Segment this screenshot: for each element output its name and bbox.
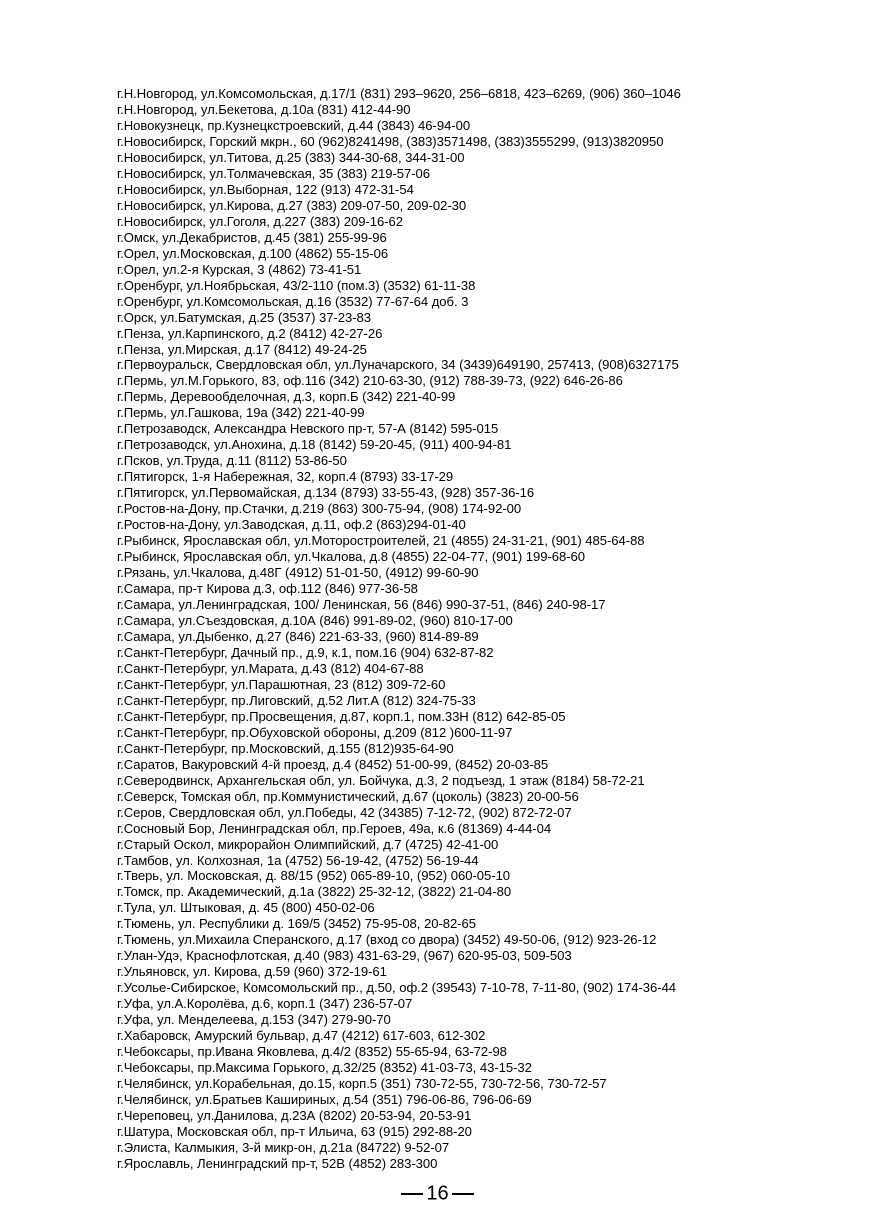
address-entry: г.Санкт-Петербург, пр.Московский, д.155 (812)935-64-90: [117, 740, 454, 756]
address-entry: г.Новосибирск, ул.Выборная, 122 (913) 472-31-54: [117, 181, 414, 197]
address-entry: г.Хабаровск, Амурский бульвар, д.47 (4212) 617-603, 612-302: [117, 1028, 486, 1044]
address-entry: г.Н.Новгород, ул.Комсомольская, д.17/1 (831) 293–9620, 256–6818, 423–6269, (906) 360–1046: [117, 86, 681, 101]
address-entry: г.Новосибирск, ул.Кирова, д.27 (383) 209-07-50, 209-02-30: [117, 197, 467, 213]
address-entry: г.Ростов-на-Дону, пр.Стачки, д.219 (863) 300-75-94, (908) 174-92-00: [117, 501, 522, 517]
address-entry: г.Санкт-Петербург, Дачный пр., д.9, к.1, пом.16 (904) 632-87-82: [117, 644, 494, 660]
address-entry: г.Псков, ул.Труда, д.11 (8112) 53-86-50: [117, 453, 347, 469]
address-entry: г.Северодвинск, Архангельская обл, ул. Бойчука, д.3, 2 подъезд, 1 этаж (8184) 58-72-21: [117, 772, 645, 788]
address-entry: г.Орск, ул.Батумская, д.25 (3537) 37-23-83: [117, 309, 371, 325]
address-entry: г.Череповец, ул.Данилова, д.23А (8202) 20-53-94, 20-53-91: [117, 1108, 472, 1123]
address-entry: г.Пермь, ул.Гашкова, 19а (342) 221-40-99: [117, 405, 365, 421]
address-entry: г.Рыбинск, Ярославская обл, ул.Моторостроителей, 21 (4855) 24-31-21, (901) 485-64-88: [117, 533, 645, 549]
address-entry: г.Челябинск, ул.Братьев Кашириных, д.54 (351) 796-06-86, 796-06-69: [117, 1092, 532, 1108]
address-entry: г.Санкт-Петербург, пр.Лиговский, д.52 Лит.А (812) 324-75-33: [117, 692, 476, 708]
address-entry: г.Чебоксары, пр.Максима Горького, д.32/25 (8352) 41-03-73, 43-15-32: [117, 1060, 532, 1076]
address-entry: г.Санкт-Петербург, ул.Парашютная, 23 (812) 309-72-60: [117, 676, 446, 692]
address-entry: г.Новокузнецк, пр.Кузнецкстроевский, д.44 (3843) 46-94-00: [117, 117, 471, 133]
page-number-left-dash: [401, 1193, 423, 1195]
address-entry: г.Самара, ул.Съездовская, д.10А (846) 991-89-02, (960) 810-17-00: [117, 612, 513, 628]
address-entry: г.Пермь, ул.М.Горького, 83, оф.116 (342) 210-63-30, (912) 788-39-73, (922) 646-26-86: [117, 373, 623, 389]
address-entry: г.Самара, ул.Ленинградская, 100/ Ленинская, 56 (846) 990-37-51, (846) 240-98-17: [117, 597, 606, 612]
address-entry: г.Санкт-Петербург, пр.Просвещения, д.87, корп.1, пом.33Н (812) 642-85-05: [117, 708, 566, 724]
address-entry: г.Санкт-Петербург, пр.Обуховской обороны, д.209 (812 )600-11-97: [117, 724, 513, 740]
page-number: 16: [426, 1182, 449, 1205]
address-entry: г.Ярославль, Ленинградский пр-т, 52В (4852) 283-300: [117, 1155, 438, 1171]
address-entry: г.Петрозаводск, Александра Невского пр-т, 57-А (8142) 595-015: [117, 421, 499, 437]
address-entry: г.Ростов-на-Дону, ул.Заводская, д.11, оф.2 (863)294-01-40: [117, 517, 466, 533]
address-entry: г.Ульяновск, ул. Кирова, д.59 (960) 372-19-61: [117, 964, 387, 980]
address-entry: г.Н.Новгород, ул.Бекетова, д.10а (831) 412-44-90: [117, 101, 411, 117]
address-entry: г.Элиста, Калмыкия, 3-й микр-он, д.21а (84722) 9-52-07: [117, 1139, 450, 1155]
address-entry: г.Шатура, Московская обл, пр-т Ильича, 63 (915) 292-88-20: [117, 1123, 472, 1139]
address-entry: г.Новосибирск, ул.Толмачевская, 35 (383) 219-57-06: [117, 165, 431, 181]
address-entry: г.Рязань, ул.Чкалова, д.48Г (4912) 51-01-50, (4912) 99-60-90: [117, 565, 479, 581]
address-entry: г.Тула, ул. Штыковая, д. 45 (800) 450-02-06: [117, 900, 375, 916]
address-entry: г.Тверь, ул. Московская, д. 88/15 (952) 065-89-10, (952) 060-05-10: [117, 868, 511, 884]
address-entry: г.Рыбинск, Ярославская обл, ул.Чкалова, д.8 (4855) 22-04-77, (901) 199-68-60: [117, 549, 586, 565]
address-list: [117, 86, 681, 1172]
address-entry: г.Пятигорск, 1-я Набережная, 32, корп.4 (8793) 33-17-29: [117, 469, 454, 485]
address-entry: г.Самара, ул.Дыбенко, д.27 (846) 221-63-33, (960) 814-89-89: [117, 628, 479, 644]
address-entry: г.Тюмень, ул. Республики д. 169/5 (3452) 75-95-08, 20-82-65: [117, 916, 476, 932]
address-entry: г.Пермь, Деревообделочная, д.3, корп.Б (342) 221-40-99: [117, 389, 456, 405]
address-entry: г.Старый Оскол, микрорайон Олимпийский, д.7 (4725) 42-41-00: [117, 836, 499, 852]
address-entry: г.Пенза, ул.Мирская, д.17 (8412) 49-24-25: [117, 341, 367, 357]
address-entry: г.Чебоксары, пр.Ивана Яковлева, д.4/2 (8352) 55-65-94, 63-72-98: [117, 1044, 507, 1060]
address-entry: г.Усолье-Сибирское, Комсомольский пр., д.50, оф.2 (39543) 7-10-78, 7-11-80, (902) 174-36-44: [117, 980, 677, 996]
address-entry: г.Санкт-Петербург, ул.Марата, д.43 (812) 404-67-88: [117, 660, 424, 676]
address-entry: г.Орел, ул.Московская, д.100 (4862) 55-15-06: [117, 245, 389, 261]
address-entry: г.Серов, Свердловская обл, ул.Победы, 42 (34385) 7-12-72, (902) 872-72-07: [117, 804, 572, 820]
page-number-right-dash: [452, 1193, 474, 1195]
address-entry: г.Северск, Томская обл, пр.Коммунистический, д.67 (цоколь) (3823) 20-00-56: [117, 788, 579, 804]
address-entry: г.Тамбов, ул. Колхозная, 1а (4752) 56-19-42, (4752) 56-19-44: [117, 852, 479, 868]
address-entry: г.Орел, ул.2-я Курская, 3 (4862) 73-41-51: [117, 261, 362, 277]
address-entry: г.Омск, ул.Декабристов, д.45 (381) 255-99-96: [117, 229, 387, 245]
address-entry: г.Саратов, Вакуровский 4-й проезд, д.4 (8452) 51-00-99, (8452) 20-03-85: [117, 756, 549, 772]
address-entry: г.Томск, пр. Академический, д.1а (3822) 25-32-12, (3822) 21-04-80: [117, 884, 512, 900]
address-entry: г.Пятигорск, ул.Первомайская, д.134 (8793) 33-55-43, (928) 357-36-16: [117, 485, 535, 501]
address-entry: г.Сосновый Бор, Ленинградская обл, пр.Героев, 49а, к.6 (81369) 4-44-04: [117, 820, 552, 836]
address-entry: г.Пенза, ул.Карпинского, д.2 (8412) 42-27-26: [117, 325, 383, 341]
address-entry: г.Улан-Удэ, Краснофлотская, д.40 (983) 431-63-29, (967) 620-95-03, 509-503: [117, 948, 572, 964]
address-entry: г.Уфа, ул. Менделеева, д.153 (347) 279-90-70: [117, 1012, 391, 1028]
address-entry: г.Оренбург, ул.Ноябрьская, 43/2-110 (пом.3) (3532) 61-11-38: [117, 277, 476, 293]
address-entry: г.Самара, пр-т Кирова д.3, оф.112 (846) 977-36-58: [117, 581, 418, 597]
page-footer: [0, 1180, 875, 1207]
address-entry: г.Тюмень, ул.Михаила Сперанского, д.17 (вход со двора) (3452) 49-50-06, (912) 923-26-12: [117, 932, 657, 948]
address-entry: г.Новосибирск, Горский мкрн., 60 (962)8241498, (383)3571498, (383)3555299, (913)3820950: [117, 133, 664, 149]
address-entry: г.Петрозаводск, ул.Анохина, д.18 (8142) 59-20-45, (911) 400-94-81: [117, 437, 512, 453]
address-entry: г.Новосибирск, ул.Гоголя, д.227 (383) 209-16-62: [117, 213, 403, 229]
address-entry: г.Оренбург, ул.Комсомольская, д.16 (3532) 77-67-64 доб. 3: [117, 293, 469, 309]
address-entry: г.Челябинск, ул.Корабельная, до.15, корп.5 (351) 730-72-55, 730-72-56, 730-72-57: [117, 1076, 607, 1092]
address-entry: г.Новосибирск, ул.Титова, д.25 (383) 344-30-68, 344-31-00: [117, 149, 465, 165]
address-entry: г.Уфа, ул.А.Королёва, д.6, корп.1 (347) 236-57-07: [117, 996, 413, 1012]
address-entry: г.Первоуральск, Свердловская обл, ул.Луначарского, 34 (3439)649190, 257413, (908)6327175: [117, 357, 679, 373]
